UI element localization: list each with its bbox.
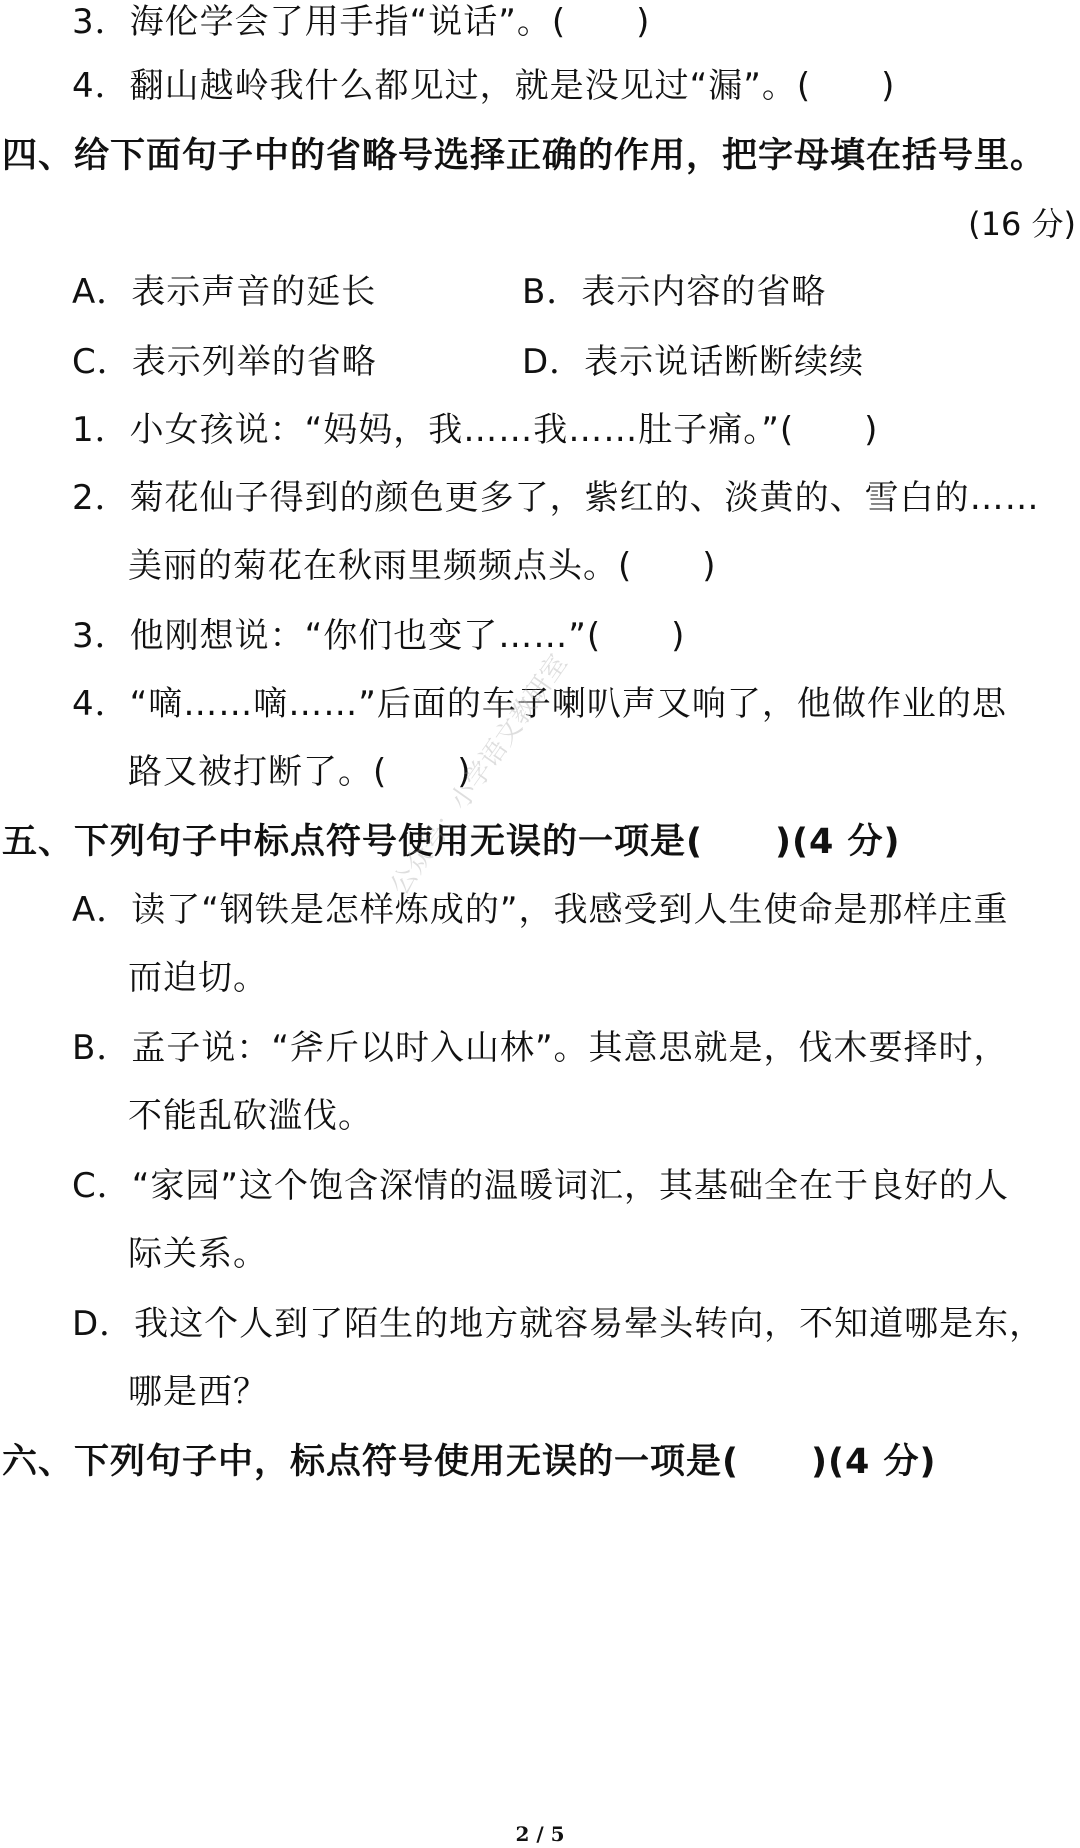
section-4-question-4: 4．“嘀……嘀……”后面的车子喇叭声又响了，他做作业的思 bbox=[72, 684, 1007, 724]
section-5-option-b: B．孟子说：“斧斤以时入山林”。其意思就是，伐木要择时， bbox=[72, 1028, 1009, 1068]
option-c: C．表示列举的省略 bbox=[72, 342, 377, 382]
section-5-option-d: D．我这个人到了陌生的地方就容易晕头转向，不知道哪是东， bbox=[72, 1304, 1045, 1344]
section-5-option-d-continued: 哪是西？ bbox=[128, 1372, 268, 1412]
section-5-option-a: A．读了“钢铁是怎样炼成的”，我感受到人生使命是那样庄重 bbox=[72, 890, 1009, 930]
section-6-heading: 六、下列句子中，标点符号使用无误的一项是( )(4 分) bbox=[2, 1442, 937, 1482]
section-4-question-4-continued: 路又被打断了。( ) bbox=[128, 752, 472, 792]
section-4-question-3: 3．他刚想说：“你们也变了……”( ) bbox=[72, 616, 686, 656]
question-4: 4．翻山越岭我什么都见过，就是没见过“漏”。( ) bbox=[72, 66, 896, 106]
option-d: D．表示说话断断续续 bbox=[522, 342, 865, 382]
option-b: B．表示内容的省略 bbox=[522, 272, 827, 312]
option-a: A．表示声音的延长 bbox=[72, 272, 377, 312]
page-number: 2 / 5 bbox=[515, 1822, 565, 1846]
section-4-points: (16 分) bbox=[968, 205, 1076, 243]
watermark: 公众号：小学语文教研室 bbox=[384, 649, 574, 901]
section-4-question-1: 1．小女孩说：“妈妈，我……我……肚子痛。”( ) bbox=[72, 410, 879, 450]
section-4-heading: 四、给下面句子中的省略号选择正确的作用，把字母填在括号里。 bbox=[2, 136, 1047, 176]
section-5-option-a-continued: 而迫切。 bbox=[128, 958, 268, 998]
section-4-question-2-continued: 美丽的菊花在秋雨里频频点头。( ) bbox=[128, 546, 717, 586]
question-3: 3．海伦学会了用手指“说话”。( ) bbox=[72, 2, 651, 42]
section-5-option-c-continued: 际关系。 bbox=[128, 1234, 268, 1274]
section-5-option-b-continued: 不能乱砍滥伐。 bbox=[128, 1096, 373, 1136]
section-5-heading: 五、下列句子中标点符号使用无误的一项是( )(4 分) bbox=[2, 822, 901, 862]
section-4-question-2: 2．菊花仙子得到的颜色更多了，紫红的、淡黄的、雪白的…… bbox=[72, 478, 1040, 518]
section-5-option-c: C．“家园”这个饱含深情的温暖词汇，其基础全在于良好的人 bbox=[72, 1166, 1009, 1206]
